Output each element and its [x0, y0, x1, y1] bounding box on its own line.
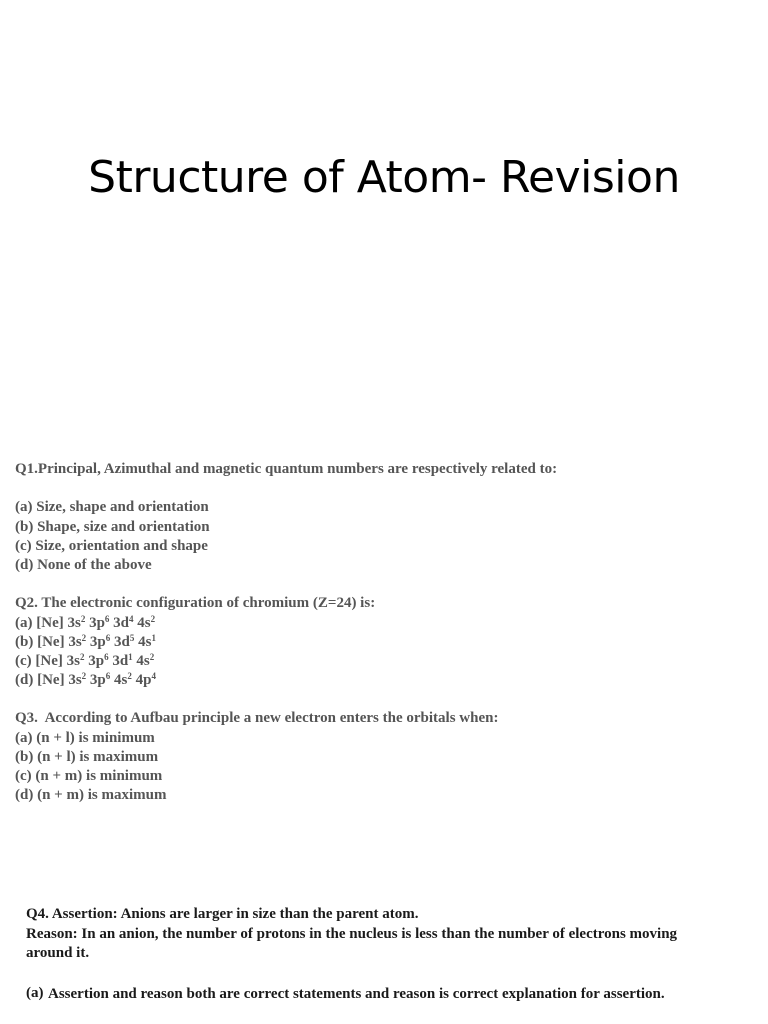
q3-option-a: (a) (n + l) is minimum	[15, 729, 155, 746]
electron-count: 6	[104, 613, 110, 624]
electron-count: 2	[80, 613, 86, 624]
orbital-term	[67, 615, 85, 631]
electron-count: 5	[129, 632, 135, 643]
orbital-name: 3s	[68, 672, 82, 689]
orbital-term	[112, 653, 132, 669]
question-block-q4	[26, 905, 716, 1005]
spacer	[15, 575, 755, 594]
orbital-term	[89, 615, 109, 631]
noble-gas-core: [Ne]	[35, 652, 63, 669]
q4-option-a-label: (a)	[26, 984, 44, 1001]
q1-option-a: (a) Size, shape and orientation	[15, 499, 209, 516]
q3-question: Q3. According to Aufbau principle a new electron enters the orbitals when:	[15, 710, 499, 727]
q2-option-a	[15, 614, 755, 633]
orbital-term	[90, 634, 110, 650]
orbital-term	[68, 672, 86, 688]
orbital-name: 3p	[89, 614, 105, 631]
electron-count: 6	[105, 632, 111, 643]
q2-option-d	[15, 671, 755, 690]
orbital-name: 4s	[114, 672, 128, 689]
spacer	[26, 964, 716, 984]
orbital-name: 3d	[114, 633, 130, 650]
q4-option-a	[26, 984, 716, 1005]
q4-reason: Reason: In an anion, the number of protons in the nucleus is less than the number of electrons moving around it.	[26, 925, 678, 961]
option-label: (d)	[15, 672, 38, 689]
q2-option-c	[15, 652, 755, 671]
q1-option-d: (d) None of the above	[15, 556, 152, 573]
q3-option-c: (c) (n + m) is minimum	[15, 768, 163, 784]
q2-options	[15, 614, 755, 691]
electron-count: 4	[151, 671, 156, 682]
option-label: (b)	[15, 633, 38, 650]
q4-option-a-text: Assertion and reason both are correct statements and reason is correct explanation for assertion.	[48, 985, 665, 1002]
electron-count: 2	[149, 651, 155, 662]
noble-gas-core: [Ne]	[36, 614, 64, 631]
page-title: Structure of Atom- Revision	[88, 152, 680, 203]
orbital-name: 3d	[113, 614, 130, 631]
electron-count: 1	[151, 632, 156, 643]
orbital-term	[113, 615, 133, 631]
electron-count: 2	[127, 671, 132, 682]
orbital-term	[136, 672, 156, 688]
orbital-term	[136, 653, 154, 669]
orbital-term	[67, 653, 85, 669]
electron-count: 6	[104, 651, 109, 662]
electron-count: 4	[129, 613, 134, 624]
orbital-term	[68, 634, 86, 650]
orbital-term	[88, 653, 108, 669]
orbital-name: 3p	[89, 672, 106, 689]
electron-count: 2	[150, 613, 156, 624]
electron-count: 6	[105, 671, 111, 682]
orbital-name: 3s	[68, 633, 82, 650]
option-label: (c)	[15, 652, 36, 669]
q2-option-b	[15, 633, 755, 652]
q1-option-c: (c) Size, orientation and shape	[15, 537, 208, 554]
electron-count: 2	[81, 671, 87, 682]
orbital-name: 3d	[112, 652, 129, 669]
electron-count: 2	[81, 632, 87, 643]
question-block-q1-q3	[15, 460, 755, 805]
orbital-name: 3p	[89, 633, 106, 650]
orbital-term	[137, 615, 155, 631]
orbital-term	[138, 634, 156, 650]
orbital-name: 4s	[138, 633, 152, 650]
noble-gas-core: [Ne]	[37, 633, 65, 650]
q1-option-b: (b) Shape, size and orientation	[15, 518, 210, 535]
orbital-name: 4s	[136, 652, 150, 669]
noble-gas-core: [Ne]	[37, 672, 65, 689]
option-label: (a)	[15, 614, 37, 631]
orbital-name: 4s	[137, 614, 151, 631]
orbital-term	[114, 672, 132, 688]
q2-question: Q2. The electronic configuration of chromium (Z=24) is:	[15, 595, 376, 612]
spacer	[15, 479, 755, 498]
orbital-term	[114, 634, 134, 650]
orbital-term	[90, 672, 110, 688]
q3-option-b: (b) (n + l) is maximum	[15, 748, 159, 765]
spacer	[15, 690, 755, 709]
q4-assertion: Q4. Assertion: Anions are larger in size than the parent atom.	[26, 906, 419, 922]
q3-option-d: (d) (n + m) is maximum	[15, 787, 167, 804]
orbital-name: 4p	[135, 672, 152, 689]
orbital-name: 3s	[67, 614, 81, 631]
orbital-name: 3p	[88, 652, 105, 669]
electron-count: 1	[128, 651, 133, 662]
q1-question: Q1.Principal, Azimuthal and magnetic quantum numbers are respectively related to:	[15, 461, 558, 477]
electron-count: 2	[79, 651, 85, 662]
orbital-name: 3s	[66, 652, 80, 669]
